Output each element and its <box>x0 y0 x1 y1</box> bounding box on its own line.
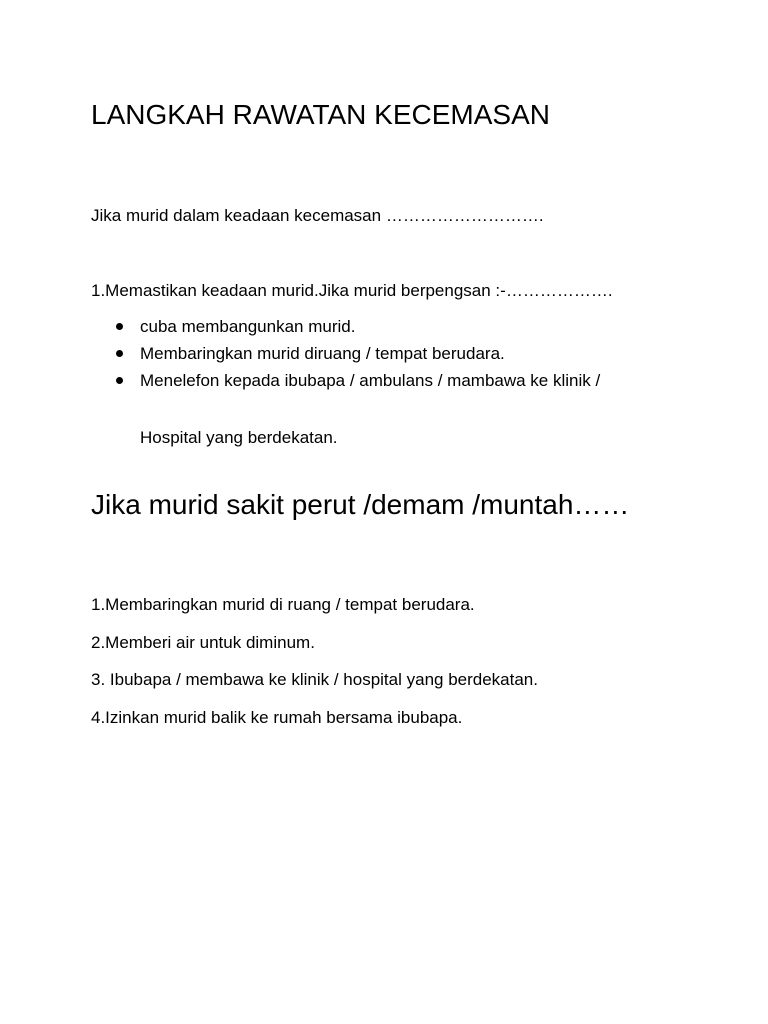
step-item: 1.Membaringkan murid di ruang / tempat berudara. <box>91 595 475 614</box>
bullet-icon <box>116 323 123 330</box>
section2-heading: Jika murid sakit perut /demam /muntah…… <box>91 489 630 520</box>
bullet-text: Membaringkan murid diruang / tempat berudara. <box>140 344 505 363</box>
section2-step-list <box>91 594 538 744</box>
step-item: 4.Izinkan murid balik ke rumah bersama ibubapa. <box>91 707 463 727</box>
bullet-text: Menelefon kepada ibubapa / ambulans / mambawa ke klinik / <box>140 371 601 390</box>
document-title: LANGKAH RAWATAN KECEMASAN <box>91 99 550 130</box>
bullet-text: cuba membangunkan murid. <box>140 317 356 336</box>
step-item: 2.Memberi air untuk diminum. <box>91 632 315 652</box>
bullet-icon <box>116 377 123 384</box>
bullet-continuation-text: Hospital yang berdekatan. <box>140 428 338 447</box>
intro-text: Jika murid dalam keadaan kecemasan ………………………. <box>91 206 544 225</box>
bullet-icon <box>116 350 123 357</box>
step-item: 3. Ibubapa / membawa ke klinik / hospital yang berdekatan. <box>91 670 538 689</box>
section1-main-step: 1.Memastikan keadaan murid.Jika murid berpengsan :-………………. <box>91 281 613 300</box>
